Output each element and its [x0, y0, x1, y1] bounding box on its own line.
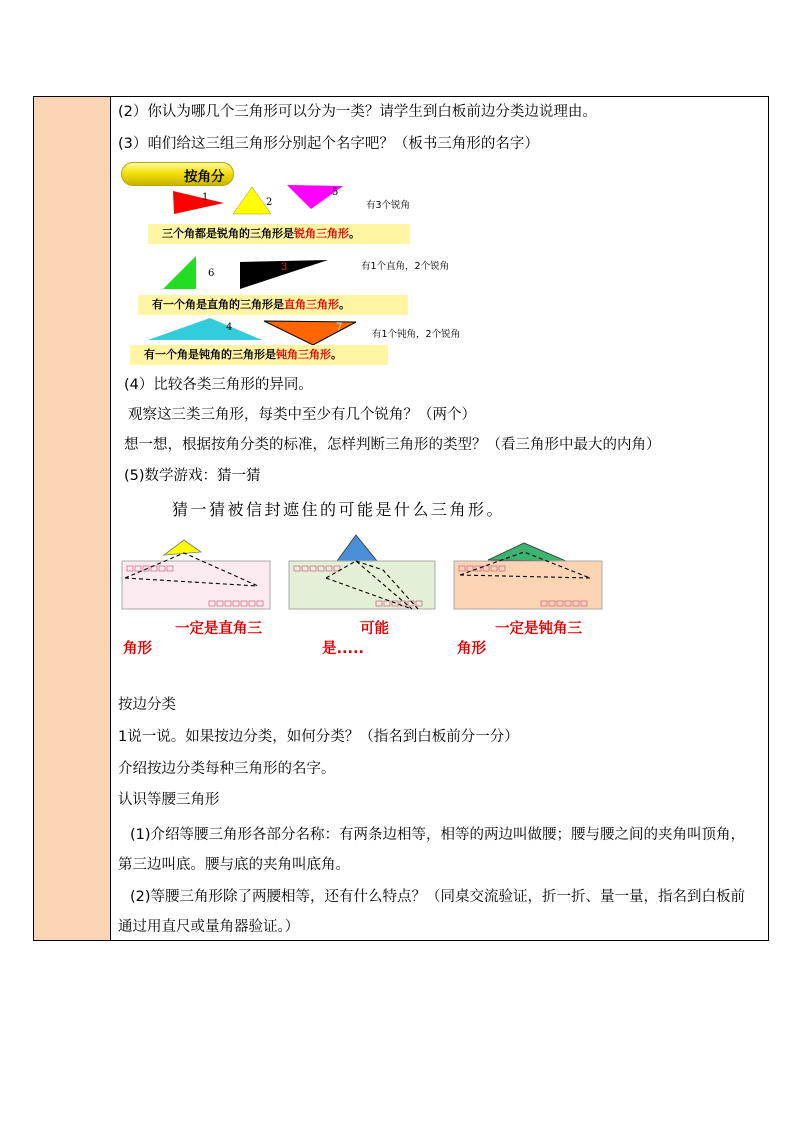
envelope-1 — [122, 540, 270, 609]
guess-title: 猜一猜被信封遮住的可能是什么三角形。 — [172, 500, 506, 519]
question-4: (4）比较各类三角形的异同。 — [124, 377, 313, 393]
intro-line: 介绍按边分类每种三角形的名字。 — [118, 761, 336, 777]
label-1: 1 — [202, 192, 209, 203]
envelope-3 — [454, 543, 602, 609]
isosceles-title: 认识等腰三角形 — [118, 792, 220, 808]
bar-acute: 三个角都是锐角的三角形是锐角三角形。 — [148, 224, 410, 244]
guess-label-1a: 一定是直角三 — [175, 621, 262, 637]
label-5: 5 — [332, 187, 339, 198]
guess-label-1b: 角形 — [123, 641, 152, 657]
bar-obtuse: 有一个角是钝角的三角形是钝角三角形。 — [130, 345, 388, 365]
guess-label-3a: 一定是钝角三 — [495, 621, 582, 637]
side-title: 按边分类 — [118, 697, 176, 713]
label-4: 4 — [226, 322, 233, 333]
label-2: 2 — [266, 197, 273, 208]
think-line: 想一想，根据按角分类的标准，怎样判断三角形的类型？（看三角形中最大的内角） — [124, 437, 661, 453]
observe-line: 观察这三类三角形，每类中至少有几个锐角？（两个） — [128, 407, 476, 423]
question-2: (2）你认为哪几个三角形可以分为一类？请学生到白板前边分类边说理由。 — [118, 104, 597, 120]
guess-label-2a: 可能 — [360, 621, 389, 637]
say-line: 1说一说。如果按边分类，如何分类？（指名到白板前分一分） — [118, 729, 519, 745]
question-3: (3）咱们给这三组三角形分别起个名字吧？（板书三角形的名字） — [118, 136, 539, 152]
label-7: 7 — [336, 322, 343, 333]
paragraph-1: (1)介绍等腰三角形各部分名称：有两条边相等，相等的两边叫做腰；腰与腰之间的夹角叫顶角，第三边叫底。腰与底的夹角叫底角。 — [118, 827, 746, 873]
paragraph-2: (2)等腰三角形除了两腰相等，还有什么特点？（同桌交流验证，折一折、量一量，指名到白板前通过用直尺或量角器验证。） — [118, 889, 746, 935]
note-right: 有1个直角，2个锐角 — [361, 261, 450, 272]
note-acute: 有3个锐角 — [366, 200, 411, 211]
envelope-2 — [289, 535, 435, 609]
bar-right: 有一个角是直角的三角形是直角三角形。 — [138, 295, 408, 315]
guess-label-2b: 是..... — [322, 641, 365, 657]
badge-label: 按角分 — [184, 169, 225, 185]
note-obtuse: 有1个钝角，2个锐角 — [372, 329, 461, 340]
label-3: 3 — [281, 262, 288, 273]
guess-label-3b: 角形 — [457, 641, 486, 657]
label-6: 6 — [208, 268, 215, 279]
game-line: (5)数学游戏：猜一猜 — [124, 468, 261, 484]
